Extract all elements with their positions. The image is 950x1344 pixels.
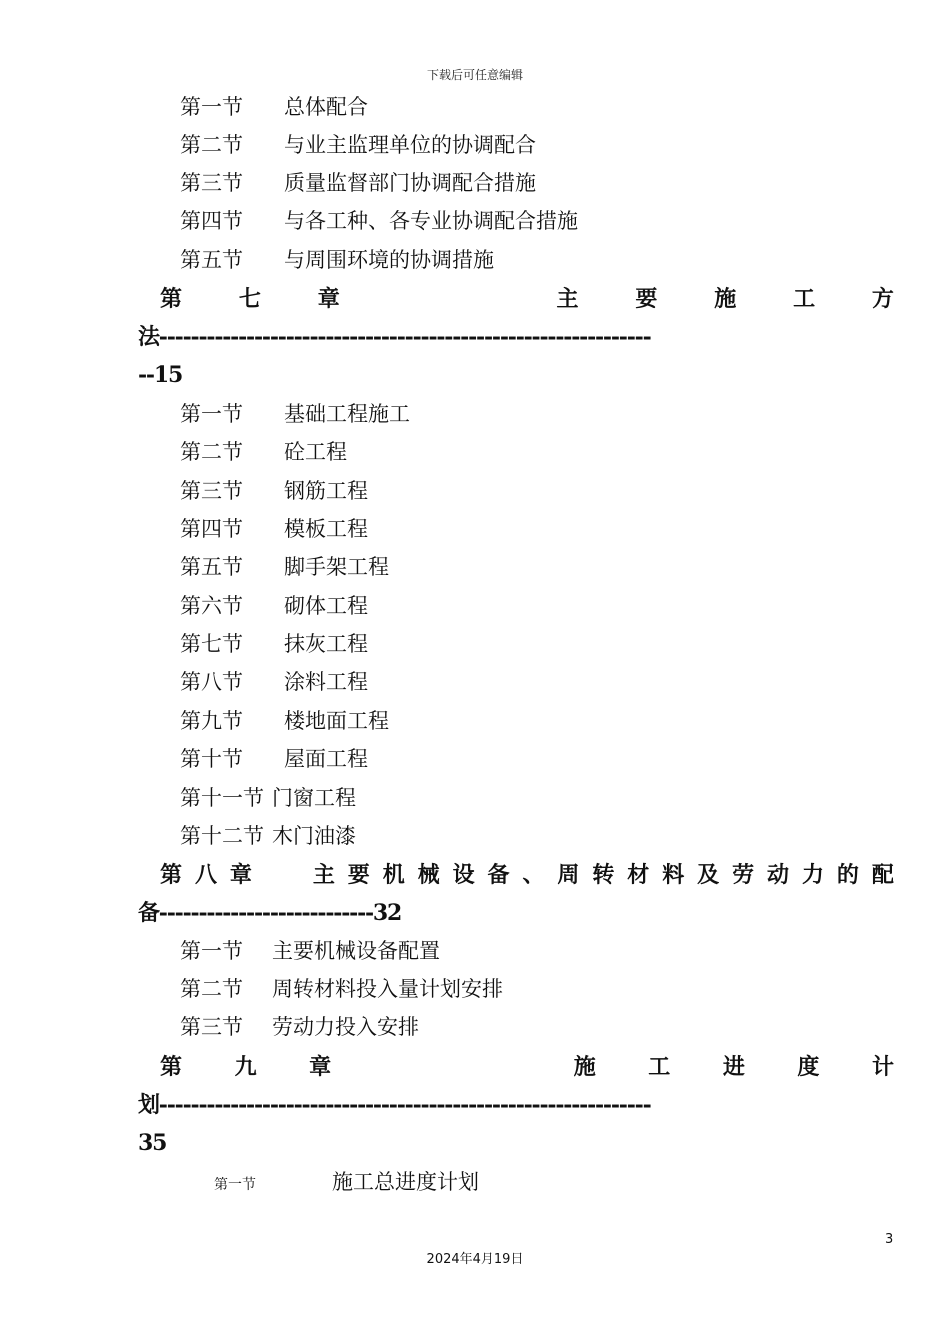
toc-section[interactable]: [180, 515, 368, 543]
toc-section[interactable]: [180, 131, 536, 159]
section-number: 第一节: [214, 1177, 256, 1193]
heading-char: 施: [714, 286, 737, 312]
section-number: 第三节: [180, 479, 243, 503]
heading-char: 及: [697, 862, 720, 888]
toc-section[interactable]: [180, 93, 368, 121]
heading-char: 章: [317, 286, 340, 312]
chapter-7-heading[interactable]: [138, 285, 894, 389]
section-title: 模板工程: [284, 517, 368, 541]
section-number: 第三节: [180, 171, 243, 195]
page-ref: --15: [138, 362, 183, 388]
section-number: 第五节: [180, 248, 243, 272]
toc-section[interactable]: [180, 246, 494, 274]
heading-char: 计: [871, 1054, 894, 1080]
heading-char: 械: [417, 862, 440, 888]
heading-char: 进: [722, 1054, 745, 1080]
section-title: 楼地面工程: [284, 709, 389, 733]
heading-char: 、: [522, 862, 545, 888]
toc-section[interactable]: [180, 477, 368, 505]
section-number: 第二节: [180, 977, 243, 1001]
heading-char: 章: [309, 1054, 332, 1080]
section-title: 劳动力投入安排: [272, 1015, 419, 1039]
section-number: 第十一节: [180, 786, 264, 810]
heading-char: 转: [592, 862, 615, 888]
section-number: 第五节: [180, 555, 243, 579]
section-number: 第九节: [180, 709, 243, 733]
leader-line: 划--------------------------------------------------------------: [138, 1092, 651, 1118]
chapter-title-line: [138, 1053, 894, 1081]
chapter-8-heading[interactable]: [138, 861, 894, 927]
page-number: 3: [885, 1232, 894, 1247]
toc-section[interactable]: [180, 822, 356, 850]
toc-section[interactable]: [180, 937, 440, 965]
section-title: 与业主监理单位的协调配合: [284, 133, 536, 157]
toc-section[interactable]: [180, 400, 410, 428]
section-title: 抹灰工程: [284, 632, 368, 656]
heading-char: 章: [229, 862, 252, 888]
section-number: 第二节: [180, 440, 243, 464]
heading-char: 要: [635, 286, 658, 312]
heading-char: 要: [347, 862, 370, 888]
toc-section[interactable]: [214, 1168, 479, 1199]
heading-char: 九: [234, 1054, 257, 1080]
section-title: 钢筋工程: [284, 479, 368, 503]
section-title: 总体配合: [284, 95, 368, 119]
toc-section[interactable]: [180, 553, 389, 581]
heading-char: 第: [160, 286, 183, 312]
chapter-title-line: [138, 285, 894, 313]
heading-char: 第: [160, 862, 183, 888]
heading-char: 工: [648, 1054, 671, 1080]
section-number: 第八节: [180, 670, 243, 694]
heading-char: 第: [160, 1054, 183, 1080]
page-ref: 35: [138, 1130, 167, 1156]
heading-char: 动: [767, 862, 790, 888]
heading-char: 周: [557, 862, 580, 888]
heading-char: 料: [662, 862, 685, 888]
section-title: 木门油漆: [272, 824, 356, 848]
toc-section[interactable]: [180, 630, 368, 658]
section-number: 第十节: [180, 747, 243, 771]
toc-section[interactable]: [180, 784, 356, 812]
heading-char: 材: [627, 862, 650, 888]
heading-char: 主: [312, 862, 335, 888]
section-number: 第一节: [180, 939, 243, 963]
section-title: 质量监督部门协调配合措施: [284, 171, 536, 195]
section-number: 第四节: [180, 209, 243, 233]
section-title: 与周围环境的协调措施: [284, 248, 494, 272]
section-number: 第一节: [180, 402, 243, 426]
section-title: 砼工程: [284, 440, 347, 464]
heading-char: 方: [871, 286, 894, 312]
toc-section[interactable]: [180, 169, 536, 197]
section-number: 第十二节: [180, 824, 264, 848]
section-number: 第二节: [180, 133, 243, 157]
toc-section[interactable]: [180, 745, 368, 773]
toc-section[interactable]: [180, 668, 368, 696]
heading-char: 配: [871, 862, 894, 888]
section-title: 周转材料投入量计划安排: [272, 977, 503, 1001]
section-title: 脚手架工程: [284, 555, 389, 579]
heading-char: 工: [793, 286, 816, 312]
heading-char: 八: [194, 862, 217, 888]
leader-line: 备---------------------------32: [138, 900, 402, 926]
heading-char: 备: [487, 862, 510, 888]
heading-char: 机: [382, 862, 405, 888]
toc-section[interactable]: [180, 1013, 419, 1041]
toc-section[interactable]: [180, 707, 389, 735]
section-title: 主要机械设备配置: [272, 939, 440, 963]
heading-char: 施: [573, 1054, 596, 1080]
section-number: 第三节: [180, 1015, 243, 1039]
section-number: 第一节: [180, 95, 243, 119]
heading-char: 七: [238, 286, 261, 312]
toc-section[interactable]: [180, 207, 578, 235]
section-number: 第四节: [180, 517, 243, 541]
heading-char: 力: [801, 862, 824, 888]
section-title: 基础工程施工: [284, 402, 410, 426]
section-title: 砌体工程: [284, 594, 368, 618]
section-title: 门窗工程: [272, 786, 356, 810]
leader-line: 法--------------------------------------------------------------: [138, 324, 651, 350]
heading-char: 主: [556, 286, 579, 312]
page-footer-date: 2024年4月19日: [426, 1252, 524, 1267]
page-header: 下载后可任意编辑: [426, 68, 523, 82]
section-title: 涂料工程: [284, 670, 368, 694]
toc-section[interactable]: [180, 975, 503, 1003]
heading-char: 度: [797, 1054, 820, 1080]
chapter-9-heading[interactable]: [138, 1053, 894, 1157]
chapter-title-line: [138, 861, 894, 889]
section-title: 施工总进度计划: [332, 1170, 479, 1194]
heading-char: 的: [836, 862, 859, 888]
section-number: 第七节: [180, 632, 243, 656]
section-title: 与各工种、各专业协调配合措施: [284, 209, 578, 233]
section-title: 屋面工程: [284, 747, 368, 771]
section-number: 第六节: [180, 594, 243, 618]
toc-section[interactable]: [180, 592, 368, 620]
toc-section[interactable]: [180, 438, 347, 466]
heading-char: 劳: [732, 862, 755, 888]
heading-char: 设: [452, 862, 475, 888]
